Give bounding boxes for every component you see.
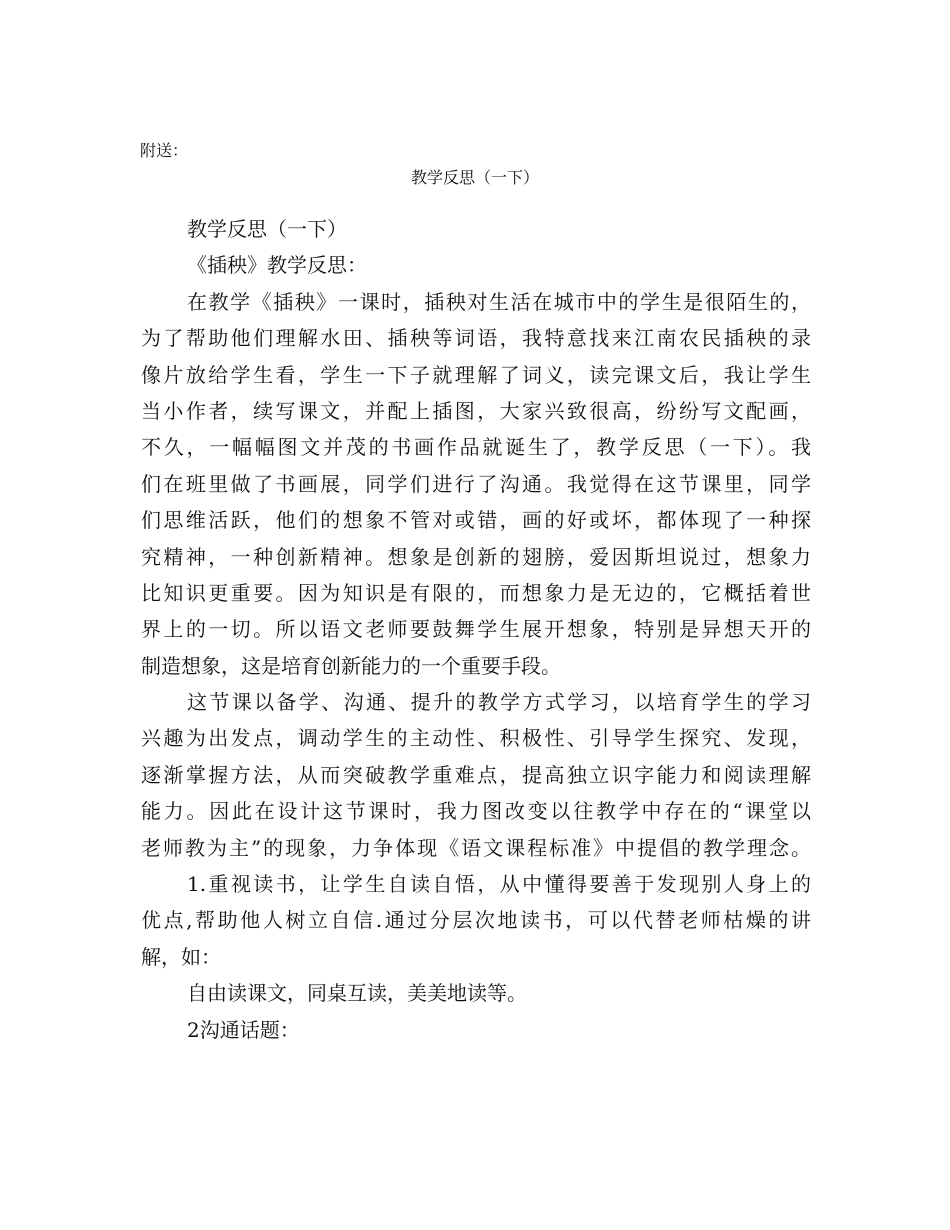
body-line — [141, 793, 811, 829]
body-line-text: 当小作者，续写课文，并配上插图，大家兴致很高，纷纷写文配画， — [141, 398, 811, 423]
body-line-text: 解，如： — [141, 944, 221, 969]
body-line — [141, 684, 811, 720]
body-line-text: 界上的一切。所以语文老师要鼓舞学生展开想象，特别是异想天开的 — [141, 617, 811, 642]
body-line — [141, 247, 811, 283]
body-line — [141, 539, 811, 575]
body-line-text: 兴趣为出发点，调动学生的主动性、积极性、引导学生探究、发现， — [141, 726, 811, 751]
body-line-text: 为了帮助他们理解水田、插秧等词语，我特意找来江南农民插秧的录 — [141, 326, 811, 351]
body-line-text: 们在班里做了书画展，同学们进行了沟通。我觉得在这节课里，同学 — [141, 471, 811, 496]
body-line — [141, 757, 811, 793]
document-center-title: 教学反思（一下） — [410, 168, 539, 187]
body-line-text: 这节课以备学、沟通、提升的教学方式学习，以培育学生的学习 — [187, 690, 811, 715]
body-line — [141, 575, 811, 611]
body-line-text: 比知识更重要。因为知识是有限的，而想象力是无边的，它概括着世 — [141, 580, 811, 605]
body-line — [141, 720, 811, 756]
body-line-text: 们思维活跃，他们的想象不管对或错，画的好或坏，都体现了一种探 — [141, 508, 811, 533]
body-line-text: 1.重视读书，让学生自读自悟，从中懂得要善于发现别人身上的 — [187, 872, 811, 897]
body-line-text: 制造想象，这是培育创新能力的一个重要手段。 — [141, 653, 561, 678]
body-line — [141, 830, 811, 866]
body-line — [141, 284, 811, 320]
body-line — [141, 611, 811, 647]
body-line — [141, 466, 811, 502]
body-line-text: 2沟通话题： — [187, 1017, 300, 1042]
body-line-text: 究精神，一种创新精神。想象是创新的翅膀，爱因斯坦说过，想象力 — [141, 544, 811, 569]
body-line — [141, 211, 811, 247]
body-line-text: 在教学《插秧》一课时，插秧对生活在城市中的学生是很陌生的， — [187, 289, 811, 314]
body-line-text: 逐渐掌握方法，从而突破教学重难点，提高独立识字能力和阅读理解 — [141, 762, 811, 787]
body-line — [141, 975, 811, 1011]
body-line — [141, 357, 811, 393]
document-prefix: 附送： — [140, 141, 189, 160]
document-body — [141, 211, 811, 1048]
body-line-text: 能力。因此在设计这节课时，我力图改变以往教学中存在的“课堂以 — [141, 799, 811, 824]
body-line-text: 教学反思（一下） — [187, 217, 347, 241]
body-line — [141, 502, 811, 538]
body-line — [141, 393, 811, 429]
body-line-text: 不久，一幅幅图文并茂的书画作品就诞生了，教学反思（一下）。我 — [141, 435, 811, 460]
body-line-text: 《插秧》教学反思： — [187, 253, 367, 278]
body-line — [141, 1012, 811, 1048]
body-line — [141, 866, 811, 902]
body-line — [141, 320, 811, 356]
body-line — [141, 902, 811, 938]
body-line — [141, 429, 811, 465]
body-line-text: 优点,帮助他人树立自信.通过分层次地读书，可以代替老师枯燥的讲 — [141, 908, 811, 933]
body-line-text: 自由读课文，同桌互读，美美地读等。 — [187, 981, 527, 1006]
body-line — [141, 939, 811, 975]
body-line-text: 老师教为主”的现象，力争体现《语文课程标准》中提倡的教学理念。 — [141, 835, 811, 860]
body-line — [141, 648, 811, 684]
body-line-text: 像片放给学生看，学生一下子就理解了词义，读完课文后，我让学生 — [141, 362, 811, 387]
